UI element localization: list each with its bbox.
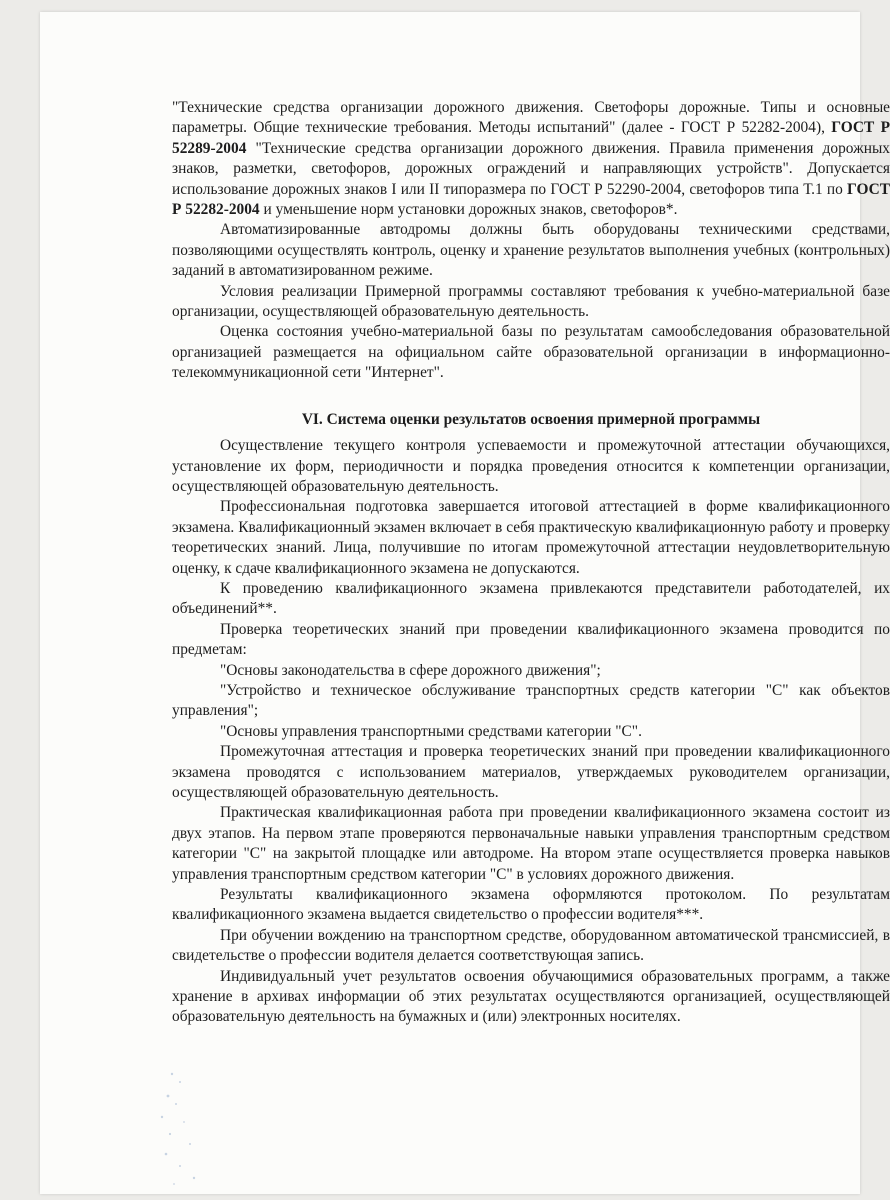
subject-item: "Основы управления транспортными средствами категории "C". bbox=[220, 722, 642, 740]
paragraph-individual-record: Индивидуальный учет результатов освоения обучающимися образовательных программ, а также хранение в архивах информации об этих результатах осуществляются организацией, осуществляющей образовательную деятельность на бумажных и (или) электронных носителях. bbox=[172, 967, 890, 1026]
paragraph-results: Результаты квалификационного экзамена оформляются протоколом. По результатам квалификационного экзамена выдается свидетельство о профессии водителя***. bbox=[172, 886, 890, 924]
gost-ref-bold: ГОСТ Р 52282-2004 bbox=[172, 180, 890, 219]
subject-item: "Основы законодательства в сфере дорожного движения"; bbox=[220, 661, 601, 679]
stamp-smudge-mark bbox=[150, 1062, 250, 1192]
document-page bbox=[40, 12, 890, 1194]
paragraph-gost: "Технические средства организации дорожного движения. Светофоры дорожные. Типы и основные параметры. Общие технические требования. Методы испытаний" (далее - ГОСТ Р 52282-2004), ГОСТ Р 52289-2004 "Технические средства организации дорожного движения. Правила применения дорожных знаков, разметки, светофоров, дорожных ограждений и направляющих устройств". Допускается использование дорожных знаков I или II типоразмера по ГОСТ Р 52290-2004, светофоров типа Т.1 по ГОСТ Р 52282-2004 и уменьшение норм установки дорожных знаков, светофоров*. bbox=[172, 99, 890, 219]
document-body bbox=[172, 98, 890, 1028]
subject-item: "Устройство и техническое обслуживание транспортных средств категории "C" как объектов управления"; bbox=[172, 681, 890, 720]
gost-ref-bold: ГОСТ Р 52289-2004 bbox=[172, 119, 890, 157]
paragraph-employers: К проведению квалификационного экзамена привлекаются представители работодателей, их объединений**. bbox=[172, 579, 890, 618]
paragraph-automatic: При обучении вождению на транспортном средстве, оборудованном автоматической трансмиссией, в свидетельстве о профессии водителя делается соответствующая запись. bbox=[172, 926, 890, 965]
paragraph-assessment-base: Оценка состояния учебно-материальной базы по результатам самообследования образовательной организацией размещается на официальном сайте образовательной организации в информационно-телекоммуникационной сети "Интернет". bbox=[172, 323, 890, 382]
paragraph-practical-work: Практическая квалификационная работа при проведении квалификационного экзамена состоит из двух этапов. На первом этапе проверяются первоначальные навыки управления транспортным средством категории "C" на закрытой площадке или автодроме. На втором этапе осуществляется проверка навыков управления транспортным средством категории "C" в условиях дорожного движения. bbox=[172, 804, 890, 883]
paragraph-conditions: Условия реализации Примерной программы составляют требования к учебно-материальной базе организации, осуществляющей образовательную деятельность. bbox=[172, 282, 890, 321]
paragraph-final-attestation: Профессиональная подготовка завершается итоговой аттестацией в форме квалификационного экзамена. Квалификационный экзамен включает в себя практическую квалификационную работу и проверку теоретических знаний. Лица, получившие по итогам промежуточной аттестации неудовлетворительную оценку, к сдаче квалификационного экзамена не допускаются. bbox=[172, 498, 890, 577]
section-heading: VI. Система оценки результатов освоения примерной программы bbox=[301, 410, 761, 428]
paragraph-autodrome: Автоматизированные автодромы должны быть оборудованы техническими средствами, позволяющими осуществлять контроль, оценку и хранение результатов выполнения учебных (контрольных) заданий в автоматизированном режиме. bbox=[172, 221, 890, 280]
paragraph-theory-check: Проверка теоретических знаний при проведении квалификационного экзамена проводится по предметам: bbox=[172, 620, 890, 659]
paragraph-current-control: Осуществление текущего контроля успеваемости и промежуточной аттестации обучающихся, установление их форм, периодичности и порядка проведения относится к компетенции организации, осуществляющей образовательную деятельность. bbox=[172, 437, 890, 495]
paragraph-materials: Промежуточная аттестация и проверка теоретических знаний при проведении квалификационного экзамена проводятся с использованием материалов, утверждаемых руководителем организации, осуществляющей образовательную деятельность. bbox=[172, 743, 890, 801]
